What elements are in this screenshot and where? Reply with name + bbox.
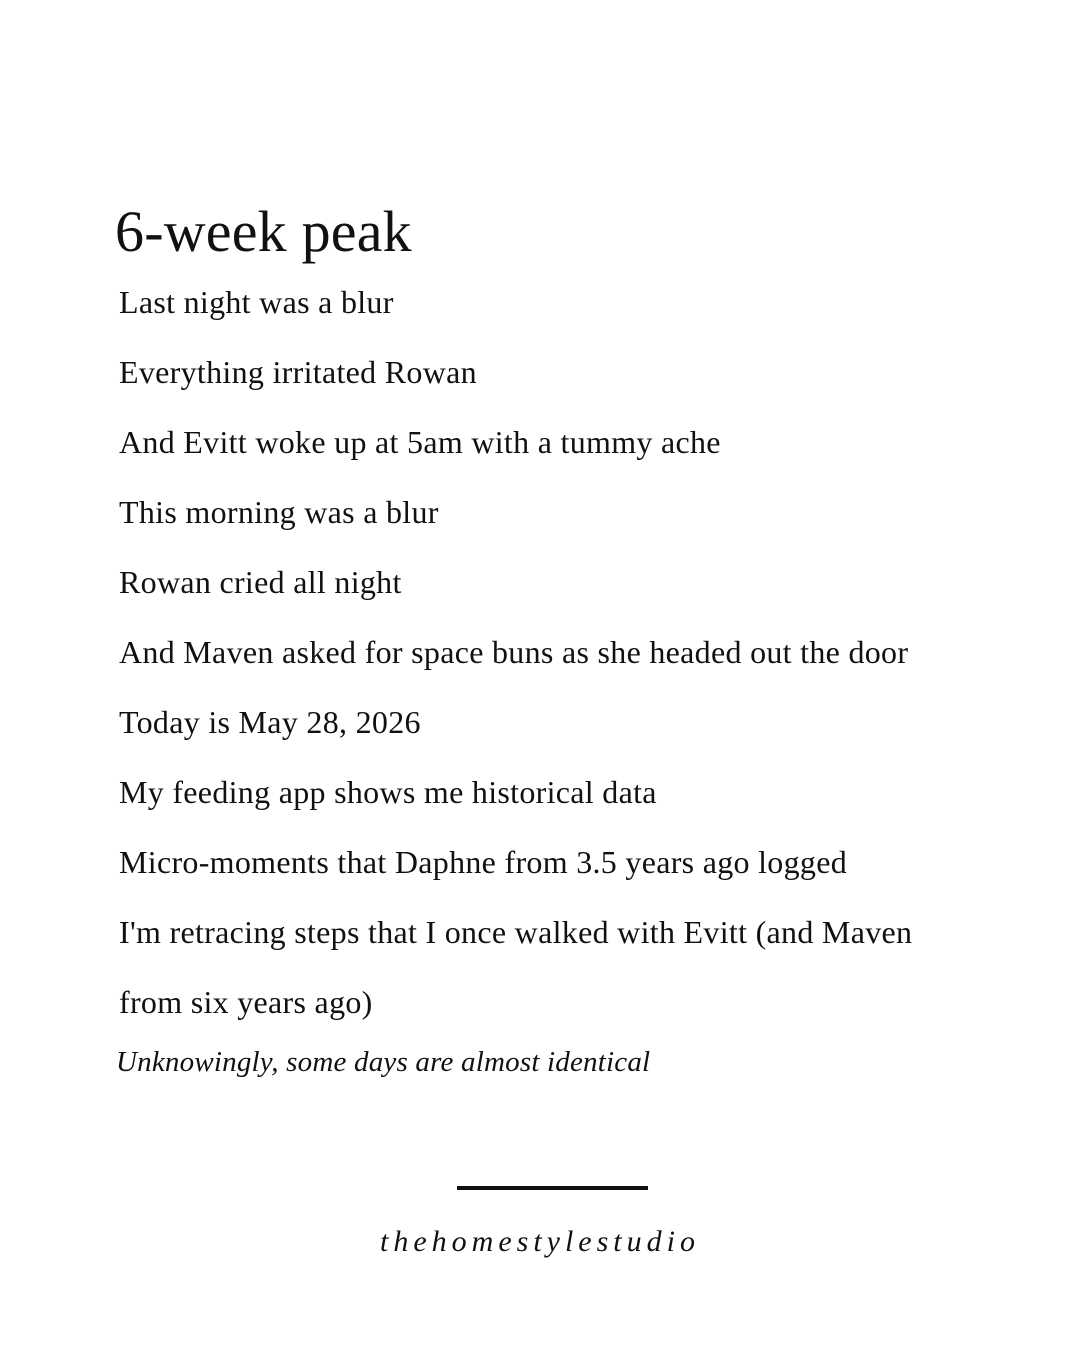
poem-title: 6-week peak — [115, 199, 412, 264]
poem-line: from six years ago) — [119, 984, 373, 1020]
poem-line: Today is May 28, 2026 — [119, 704, 421, 740]
poem-line: Everything irritated Rowan — [119, 354, 477, 390]
poem-line: Micro-moments that Daphne from 3.5 years ago logged — [119, 844, 848, 880]
divider-rule — [457, 1186, 648, 1190]
poem-lines — [119, 270, 1059, 1040]
closing-line: Unknowingly, some days are almost identical — [116, 1046, 651, 1078]
poem-line: I'm retracing steps that I once walked with Evitt (and Maven — [119, 914, 913, 950]
poem-line: Rowan cried all night — [119, 564, 402, 600]
brand-signature: thehomestylestudio — [380, 1225, 700, 1258]
poem-line: And Evitt woke up at 5am with a tummy ache — [119, 424, 721, 460]
poem-line: My feeding app shows me historical data — [119, 774, 657, 810]
poem-line: This morning was a blur — [119, 494, 439, 530]
poem-line: Last night was a blur — [119, 284, 394, 320]
poem-line: And Maven asked for space buns as she headed out the door — [119, 634, 909, 670]
